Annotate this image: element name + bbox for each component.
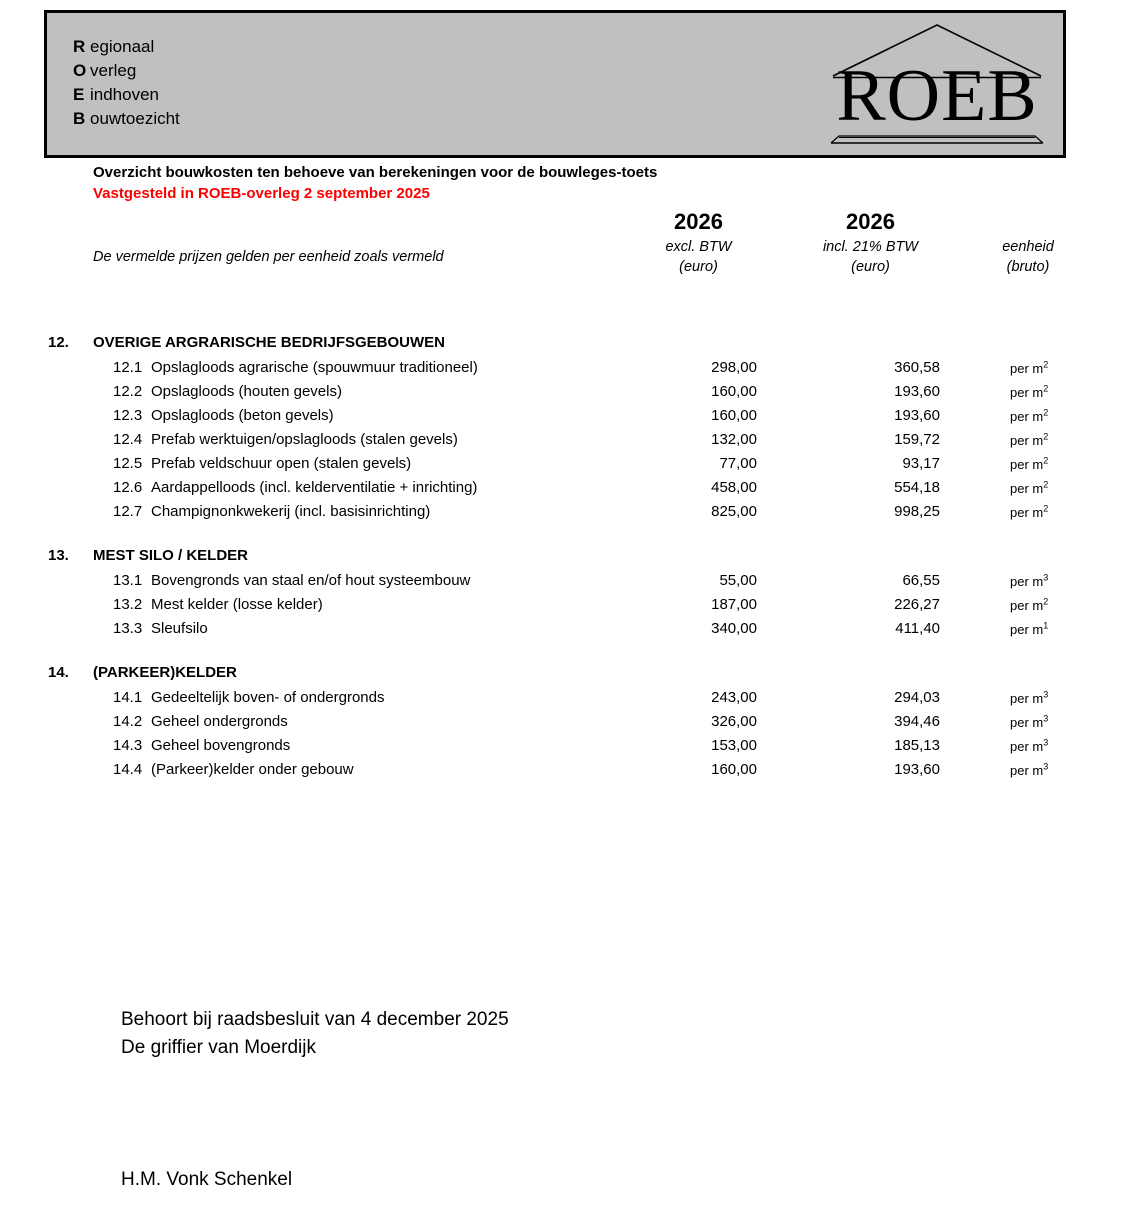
section-title: MEST SILO / KELDER bbox=[93, 547, 249, 564]
column-header-line2: (euro) bbox=[851, 259, 890, 275]
row-unit-label: per m bbox=[1010, 763, 1044, 778]
row-unit-label: per m bbox=[1010, 691, 1044, 706]
section-header bbox=[0, 662, 1135, 687]
row-description: Opslagloods (beton gevels) bbox=[151, 407, 334, 424]
column-header-line2: (bruto) bbox=[1006, 259, 1050, 275]
acronym-list bbox=[73, 35, 180, 131]
row-unit-exponent: 3 bbox=[1043, 761, 1049, 772]
footer-line-1: Behoort bij raadsbesluit van 4 december 2025 bbox=[121, 1009, 509, 1030]
row-unit bbox=[1010, 761, 1048, 780]
column-header-excl-btw bbox=[636, 207, 761, 277]
column-header-line2: (euro) bbox=[679, 259, 718, 275]
row-unit-label: per m bbox=[1010, 409, 1044, 424]
table-row bbox=[0, 711, 1135, 735]
table-section bbox=[0, 545, 1135, 642]
table-row bbox=[0, 429, 1135, 453]
row-description: Champignonkwekerij (incl. basisinrichting) bbox=[151, 503, 431, 520]
row-unit-exponent: 3 bbox=[1043, 713, 1049, 724]
section-spacer bbox=[0, 642, 1135, 662]
row-unit-label: per m bbox=[1010, 433, 1044, 448]
signature-name: H.M. Vonk Schenkel bbox=[121, 1169, 293, 1190]
section-number: 12. bbox=[48, 334, 69, 351]
row-unit-exponent: 2 bbox=[1043, 455, 1049, 466]
row-price-incl-btw: 411,40 bbox=[895, 620, 940, 637]
acronym-row bbox=[73, 59, 180, 83]
row-number: 14.2 bbox=[113, 713, 143, 730]
acronym-row bbox=[73, 107, 180, 131]
acronym-rest: egionaal bbox=[90, 37, 155, 56]
row-unit-label: per m bbox=[1010, 598, 1044, 613]
table-row bbox=[0, 357, 1135, 381]
row-price-excl-btw: 153,00 bbox=[711, 737, 757, 754]
row-price-incl-btw: 226,27 bbox=[894, 596, 940, 613]
document-subtitle: Vastgesteld in ROEB-overleg 2 september 2025 bbox=[93, 185, 430, 202]
row-price-incl-btw: 998,25 bbox=[894, 503, 940, 520]
roeb-logo bbox=[829, 21, 1045, 151]
row-price-excl-btw: 340,00 bbox=[711, 620, 757, 637]
row-unit bbox=[1010, 572, 1048, 591]
section-header bbox=[0, 545, 1135, 570]
row-price-incl-btw: 93,17 bbox=[902, 455, 940, 472]
acronym-initial: O bbox=[73, 61, 87, 80]
table-row bbox=[0, 594, 1135, 618]
row-unit-exponent: 2 bbox=[1043, 596, 1049, 607]
section-header bbox=[0, 332, 1135, 357]
table-row bbox=[0, 687, 1135, 711]
row-price-incl-btw: 193,60 bbox=[894, 407, 940, 424]
acronym-rest: indhoven bbox=[90, 85, 160, 104]
row-number: 14.1 bbox=[113, 689, 143, 706]
acronym-row bbox=[73, 83, 180, 107]
row-price-excl-btw: 160,00 bbox=[711, 761, 757, 778]
row-description: Geheel ondergronds bbox=[151, 713, 288, 730]
row-unit bbox=[1010, 407, 1048, 426]
row-unit-label: per m bbox=[1010, 457, 1044, 472]
row-unit bbox=[1010, 359, 1048, 378]
footer-block bbox=[121, 1006, 509, 1062]
row-unit bbox=[1010, 431, 1048, 450]
row-unit-label: per m bbox=[1010, 715, 1044, 730]
row-unit-label: per m bbox=[1010, 574, 1044, 589]
row-description: Geheel bovengronds bbox=[151, 737, 291, 754]
row-price-excl-btw: 132,00 bbox=[711, 431, 757, 448]
row-price-excl-btw: 298,00 bbox=[711, 359, 757, 376]
row-unit-exponent: 2 bbox=[1043, 359, 1049, 370]
row-unit bbox=[1010, 503, 1048, 522]
row-description: Prefab veldschuur open (stalen gevels) bbox=[151, 455, 412, 472]
row-unit bbox=[1010, 479, 1048, 498]
row-number: 12.5 bbox=[113, 455, 143, 472]
column-header-line1: excl. BTW bbox=[665, 239, 732, 255]
row-unit-label: per m bbox=[1010, 505, 1044, 520]
row-price-excl-btw: 243,00 bbox=[711, 689, 757, 706]
row-price-excl-btw: 825,00 bbox=[711, 503, 757, 520]
row-price-incl-btw: 360,58 bbox=[894, 359, 940, 376]
row-description: Mest kelder (losse kelder) bbox=[151, 596, 323, 613]
table-section bbox=[0, 332, 1135, 525]
table-row bbox=[0, 618, 1135, 642]
row-number: 13.1 bbox=[113, 572, 143, 589]
row-price-excl-btw: 77,00 bbox=[719, 455, 757, 472]
section-spacer bbox=[0, 525, 1135, 545]
row-unit-label: per m bbox=[1010, 361, 1044, 376]
row-number: 14.4 bbox=[113, 761, 143, 778]
acronym-row bbox=[73, 35, 180, 59]
row-description: Prefab werktuigen/opslagloods (stalen gevels) bbox=[151, 431, 458, 448]
column-header-year: 2026 bbox=[846, 209, 895, 234]
row-unit bbox=[1010, 737, 1048, 756]
acronym-initial: E bbox=[73, 85, 85, 104]
row-description: (Parkeer)kelder onder gebouw bbox=[151, 761, 354, 778]
row-price-excl-btw: 55,00 bbox=[719, 572, 757, 589]
row-price-incl-btw: 554,18 bbox=[894, 479, 940, 496]
row-unit-label: per m bbox=[1010, 739, 1044, 754]
table-row bbox=[0, 453, 1135, 477]
section-number: 14. bbox=[48, 664, 69, 681]
row-unit-exponent: 2 bbox=[1043, 383, 1049, 394]
row-description: Aardappelloods (incl. kelderventilatie + inrichting) bbox=[151, 479, 478, 496]
acronym-initial: B bbox=[73, 109, 86, 128]
price-note: De vermelde prijzen gelden per eenheid zoals vermeld bbox=[93, 249, 444, 265]
row-price-incl-btw: 294,03 bbox=[894, 689, 940, 706]
row-unit bbox=[1010, 620, 1048, 639]
title-block bbox=[93, 162, 657, 204]
row-unit bbox=[1010, 689, 1048, 708]
row-description: Bovengronds van staal en/of hout systeembouw bbox=[151, 572, 471, 589]
table-row bbox=[0, 405, 1135, 429]
row-unit-exponent: 3 bbox=[1043, 572, 1049, 583]
table-row bbox=[0, 570, 1135, 594]
column-header-unit bbox=[968, 237, 1088, 277]
acronym-rest: ouwtoezicht bbox=[90, 109, 180, 128]
row-price-excl-btw: 160,00 bbox=[711, 407, 757, 424]
row-unit-label: per m bbox=[1010, 385, 1044, 400]
row-price-excl-btw: 187,00 bbox=[711, 596, 757, 613]
section-title: OVERIGE ARGRARISCHE BEDRIJFSGEBOUWEN bbox=[93, 334, 445, 351]
row-unit bbox=[1010, 455, 1048, 474]
row-number: 12.7 bbox=[113, 503, 143, 520]
row-description: Gedeeltelijk boven- of ondergronds bbox=[151, 689, 385, 706]
acronym-initial: R bbox=[73, 37, 86, 56]
letterhead-box bbox=[44, 10, 1066, 158]
column-header-incl-btw bbox=[798, 207, 943, 277]
column-header-line1: incl. 21% BTW bbox=[822, 239, 919, 255]
row-price-incl-btw: 193,60 bbox=[894, 761, 940, 778]
row-number: 12.4 bbox=[113, 431, 143, 448]
table-row bbox=[0, 381, 1135, 405]
row-unit-exponent: 2 bbox=[1043, 503, 1049, 514]
cost-table bbox=[0, 332, 1135, 783]
row-unit bbox=[1010, 596, 1048, 615]
row-number: 12.6 bbox=[113, 479, 143, 496]
row-price-incl-btw: 185,13 bbox=[894, 737, 940, 754]
footer-line-2: De griffier van Moerdijk bbox=[121, 1037, 317, 1058]
acronym-rest: verleg bbox=[90, 61, 137, 80]
row-price-excl-btw: 326,00 bbox=[711, 713, 757, 730]
column-header-year: 2026 bbox=[674, 209, 723, 234]
roeb-wordmark: ROEB bbox=[836, 55, 1038, 137]
row-price-excl-btw: 458,00 bbox=[711, 479, 757, 496]
row-unit bbox=[1010, 713, 1048, 732]
row-unit-exponent: 3 bbox=[1043, 689, 1049, 700]
row-description: Opslagloods (houten gevels) bbox=[151, 383, 342, 400]
column-headers bbox=[0, 205, 1135, 295]
row-price-incl-btw: 394,46 bbox=[894, 713, 940, 730]
section-number: 13. bbox=[48, 547, 69, 564]
document-title: Overzicht bouwkosten ten behoeve van berekeningen voor de bouwleges-toets bbox=[93, 164, 658, 181]
row-unit-exponent: 1 bbox=[1043, 620, 1049, 631]
row-number: 13.2 bbox=[113, 596, 143, 613]
row-unit-label: per m bbox=[1010, 622, 1044, 637]
table-row bbox=[0, 477, 1135, 501]
row-number: 12.3 bbox=[113, 407, 143, 424]
row-description: Opslagloods agrarische (spouwmuur traditioneel) bbox=[151, 359, 478, 376]
table-row bbox=[0, 759, 1135, 783]
row-unit-exponent: 2 bbox=[1043, 431, 1049, 442]
row-unit-label: per m bbox=[1010, 481, 1044, 496]
row-unit-exponent: 2 bbox=[1043, 479, 1049, 490]
table-row bbox=[0, 501, 1135, 525]
row-price-incl-btw: 159,72 bbox=[894, 431, 940, 448]
section-title: (PARKEER)KELDER bbox=[93, 664, 237, 681]
row-number: 12.2 bbox=[113, 383, 143, 400]
row-description: Sleufsilo bbox=[151, 620, 208, 637]
row-number: 14.3 bbox=[113, 737, 143, 754]
table-section bbox=[0, 662, 1135, 783]
row-price-incl-btw: 193,60 bbox=[894, 383, 940, 400]
row-unit-exponent: 3 bbox=[1043, 737, 1049, 748]
column-header-line1: eenheid bbox=[1002, 239, 1054, 255]
row-price-excl-btw: 160,00 bbox=[711, 383, 757, 400]
table-row bbox=[0, 735, 1135, 759]
row-unit-exponent: 2 bbox=[1043, 407, 1049, 418]
row-number: 13.3 bbox=[113, 620, 143, 637]
row-number: 12.1 bbox=[113, 359, 143, 376]
row-unit bbox=[1010, 383, 1048, 402]
row-price-incl-btw: 66,55 bbox=[902, 572, 940, 589]
